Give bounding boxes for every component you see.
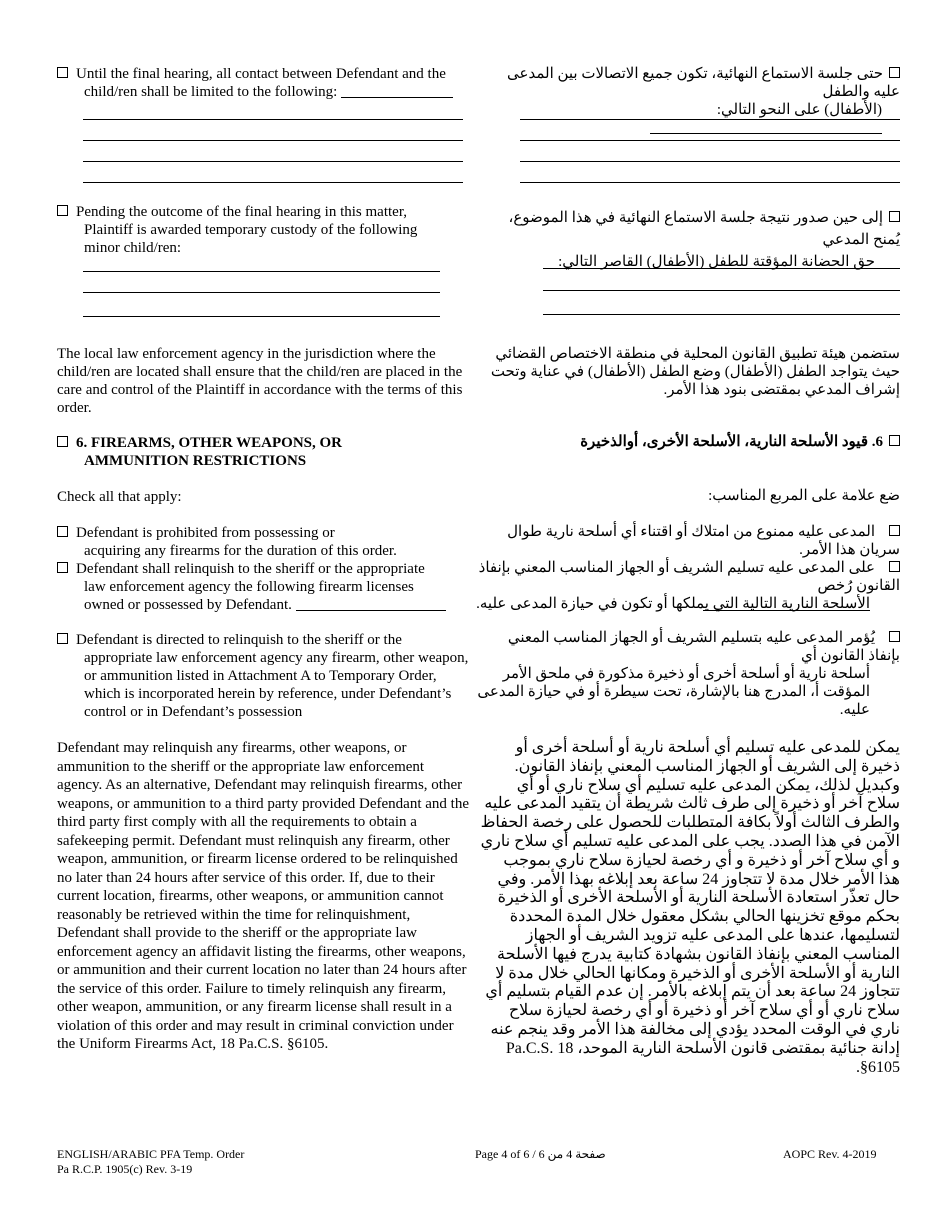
relinquish-instructions-paragraph: Defendant may relinquish any firearms, other weapons, or ammunition to the sheriff or the appropriate law enforcement agency. As an alternative, Defendant may relinquish firearms, other weapons, or ammunition to a third party provided Defendant and the third party first comply with all the requirements to obtain a safekeeping permit. Defendant must relinquish any firearm, other weapon, ammunition, or firearm license ordered to be relinquished no later than 24 hours after service of this order. If, due to their current location, firearms, other weapons, or ammunition cannot reasonably be retrieved within the time for relinquishment, Defendant shall provide to the sheriff or the appropriate law enforcement agency an affidavit listing the firearms, other weapons, or ammunition and their current location no later than 24 hours after the service of this order. Failure to timely relinquish any firearm, other weapon, ammunition, or any firearm license shall result in a violation of this order and may result in criminal conviction under the Uniform Firearms Act, 18 Pa.C.S. §6105. [57, 740, 469, 1052]
custody-item-ar [505, 207, 900, 273]
law-enforcement-paragraph-ar: ستضمن هيئة تطبيق القانون المحلية في منطقة الاختصاص القضائي حيث يتواجد الطفل (الأطفال) وضع الطفل (الأطفال) في عناية وتحت إشراف المدعي بمقتضى بنود هذا الأمر. [490, 346, 900, 398]
prohibited-text-1: Defendant is prohibited from possessing or [76, 525, 335, 541]
licenses-item-ar [475, 559, 900, 613]
blank-line[interactable] [83, 119, 463, 120]
section-6-heading-ar [505, 433, 900, 451]
custody-checkbox-ar[interactable] [889, 211, 900, 222]
footer-revision: AOPC Rev. 4-2019 [783, 1147, 877, 1161]
blank-line[interactable] [543, 268, 900, 269]
section-6-checkbox[interactable] [57, 436, 68, 447]
blank-line[interactable] [520, 161, 900, 162]
licenses-text-1: Defendant shall relinquish to the sheriff or the appropriate [76, 561, 425, 577]
check-all-label: Check all that apply: [57, 489, 182, 505]
footer-rule: Pa R.C.P. 1905(c) Rev. 3-19 [57, 1162, 193, 1176]
licenses-checkbox-ar[interactable] [889, 561, 900, 572]
blank-line[interactable] [83, 140, 463, 141]
relinquish-item [57, 631, 477, 721]
blank-line[interactable] [520, 182, 900, 183]
relinquish-instructions-paragraph-ar: يمكن للمدعى عليه تسليم أي أسلحة نارية أو أسلحة أخرى أو ذخيرة إلى الشريف أو الجهاز المناسب المعني بإنفاذ القانون. وكبديل لذلك، يمكن المدعى عليه تسليم أي سلاح ناري أو أي سلاح آخر أو ذخيرة إلى طرف ثالث شريطة أن يتقيد المدعى عليه والطرف الثالث أولاً بكافة المتطلبات للحصول على رخصة الحفاظ الآمن في هذا الصدد. يجب على المدعى عليه تسليم أي سلاح ناري و أي سلاح آخر أو ذخيرة و أي رخصة لحيازة سلاح ناري بموجب هذا الأمر خلال مدة لا تتجاوز 24 ساعة بعد إبلاغه بهذا الأمر. وفي حال تعذّر استعادة الأسلحة النارية أو الأسلحة الأخرى أو الذخيرة بحكم موقع تخزينها الحالي بشكل معقول خلال المدة المحددة لتسليمها، عندها على المدعى عليه تزويد الشريف أو الجهاز المناسب المعني بإنفاذ القانون بشهادة كتابية يدرج فيها الأسلحة النارية أو الأسلحة الأخرى أو الذخيرة ومكانها الحالي خلال مدة لا تتجاوز 24 ساعة بعد أن يتم إبلاغه بالأمر. إن عدم القيام بتسليم أي سلاح ناري أو أي سلاح آخر أو ذخيرة أو أي رخصة لحيازة سلاح ناري في الوقت المحدد يؤدي إلى مخالفة هذا الأمر وقد ينجم عنه إدانة جنائية بمقتضى قانون الأسلحة النارية الموحد، 18 Pa.C.S. §6105. [480, 739, 900, 1076]
relinquish-text-ar-rest: أسلحة نارية أو أسلحة أخرى أو ذخيرة مذكورة في ملحق الأمر المؤقت أ، المدرج هنا بالإشارة، تحت سيطرة أو في حيازة المدعى عليه. [477, 666, 870, 718]
contact-limit-text-ar-1: حتى جلسة الاستماع النهائية، تكون جميع الاتصالات بين المدعى عليه والطفل [507, 66, 900, 100]
blank-line[interactable] [543, 290, 900, 291]
blank-line[interactable] [83, 316, 440, 317]
licenses-blank-ar[interactable] [703, 610, 870, 611]
prohibited-checkbox[interactable] [57, 526, 68, 537]
blank-line[interactable] [83, 292, 440, 293]
section-6-heading [57, 434, 477, 470]
blank-line[interactable] [83, 161, 463, 162]
custody-checkbox[interactable] [57, 205, 68, 216]
custody-text-ar-2: حق الحضانة المؤقتة للطفل (الأطفال) القاصر التالي: [558, 254, 875, 270]
licenses-blank[interactable] [296, 596, 446, 611]
footer-page-number: Page 4 of 6 / 6 صفحة 4 من [475, 1147, 606, 1161]
relinquish-text-rest: appropriate law enforcement agency any firearm, other weapon, or ammunition listed in Attachment A to Temporary Order, which is incorporated herein by reference, under Defendant’s control or in Defendant’s possession [84, 650, 469, 720]
contact-limit-checkbox[interactable] [57, 67, 68, 78]
contact-limit-item-ar [505, 65, 900, 137]
contact-limit-text-ar-2: (الأطفال) على النحو التالي: [716, 102, 882, 118]
prohibited-text-ar: المدعى عليه ممنوع من امتلاك أو اقتناء أي أسلحة نارية طوال سريان هذا الأمر. [507, 524, 900, 558]
blank-line[interactable] [83, 182, 463, 183]
licenses-text-3: owned or possessed by Defendant. [84, 597, 292, 613]
relinquish-checkbox[interactable] [57, 633, 68, 644]
licenses-checkbox[interactable] [57, 562, 68, 573]
contact-limit-item [57, 65, 477, 101]
custody-text-ar-1: إلى حين صدور نتيجة جلسة الاستماع النهائية في هذا الموضوع، يُمنح المدعي [508, 210, 900, 248]
check-all-label-ar: ضع علامة على المربع المناسب: [708, 488, 900, 504]
contact-limit-text-1: Until the final hearing, all contact between Defendant and the [76, 66, 446, 82]
footer-form-name: ENGLISH/ARABIC PFA Temp. Order [57, 1147, 245, 1161]
footer-form-info [57, 1147, 244, 1177]
section-6-checkbox-ar[interactable] [889, 435, 900, 446]
licenses-text-ar-1: على المدعى عليه تسليم الشريف أو الجهاز المناسب المعني بإنفاذ القانون رُخص [478, 560, 900, 594]
blank-line[interactable] [520, 119, 900, 120]
relinquish-text-1: Defendant is directed to relinquish to the sheriff or the [76, 632, 402, 648]
prohibited-checkbox-ar[interactable] [889, 525, 900, 536]
custody-item [57, 203, 477, 257]
relinquish-item-ar [475, 629, 900, 719]
blank-line[interactable] [543, 314, 900, 315]
relinquish-checkbox-ar[interactable] [889, 631, 900, 642]
contact-limit-checkbox-ar[interactable] [889, 67, 900, 78]
prohibited-text-2: acquiring any firearms for the duration of this order. [84, 543, 397, 559]
licenses-text-2: law enforcement agency the following firearm licenses [84, 579, 414, 595]
section-6-title-1: 6. FIREARMS, OTHER WEAPONS, OR [76, 435, 343, 451]
licenses-item [57, 560, 477, 614]
custody-text-2: Plaintiff is awarded temporary custody of the following [84, 222, 418, 238]
licenses-text-ar-2: الأسلحة النارية التالية التي يملكها أو تكون في حيازة المدعى عليه. [476, 596, 870, 612]
custody-text-3: minor child/ren: [84, 240, 182, 256]
relinquish-text-ar-1: يُؤمر المدعى عليه بتسليم الشريف أو الجهاز المناسب المعني بإنفاذ القانون أي [507, 630, 900, 664]
contact-limit-blank[interactable] [341, 83, 453, 98]
section-6-title-2: AMMUNITION RESTRICTIONS [84, 453, 307, 469]
prohibited-item-ar [475, 523, 900, 559]
blank-line[interactable] [83, 271, 440, 272]
custody-text-1: Pending the outcome of the final hearing in this matter, [76, 204, 407, 220]
law-enforcement-paragraph: The local law enforcement agency in the jurisdiction where the child/ren are located shall ensure that the child/ren are placed in the care and control of the Plaintiff in accordance with the terms of this order. [57, 346, 463, 416]
contact-limit-blank-ar[interactable] [650, 119, 882, 134]
section-6-title-ar: 6. قيود الأسلحة النارية، الأسلحة الأخرى، أوالذخيرة [580, 434, 883, 450]
blank-line[interactable] [520, 140, 900, 141]
prohibited-item [57, 524, 477, 560]
contact-limit-text-2: child/ren shall be limited to the following: [84, 84, 338, 100]
